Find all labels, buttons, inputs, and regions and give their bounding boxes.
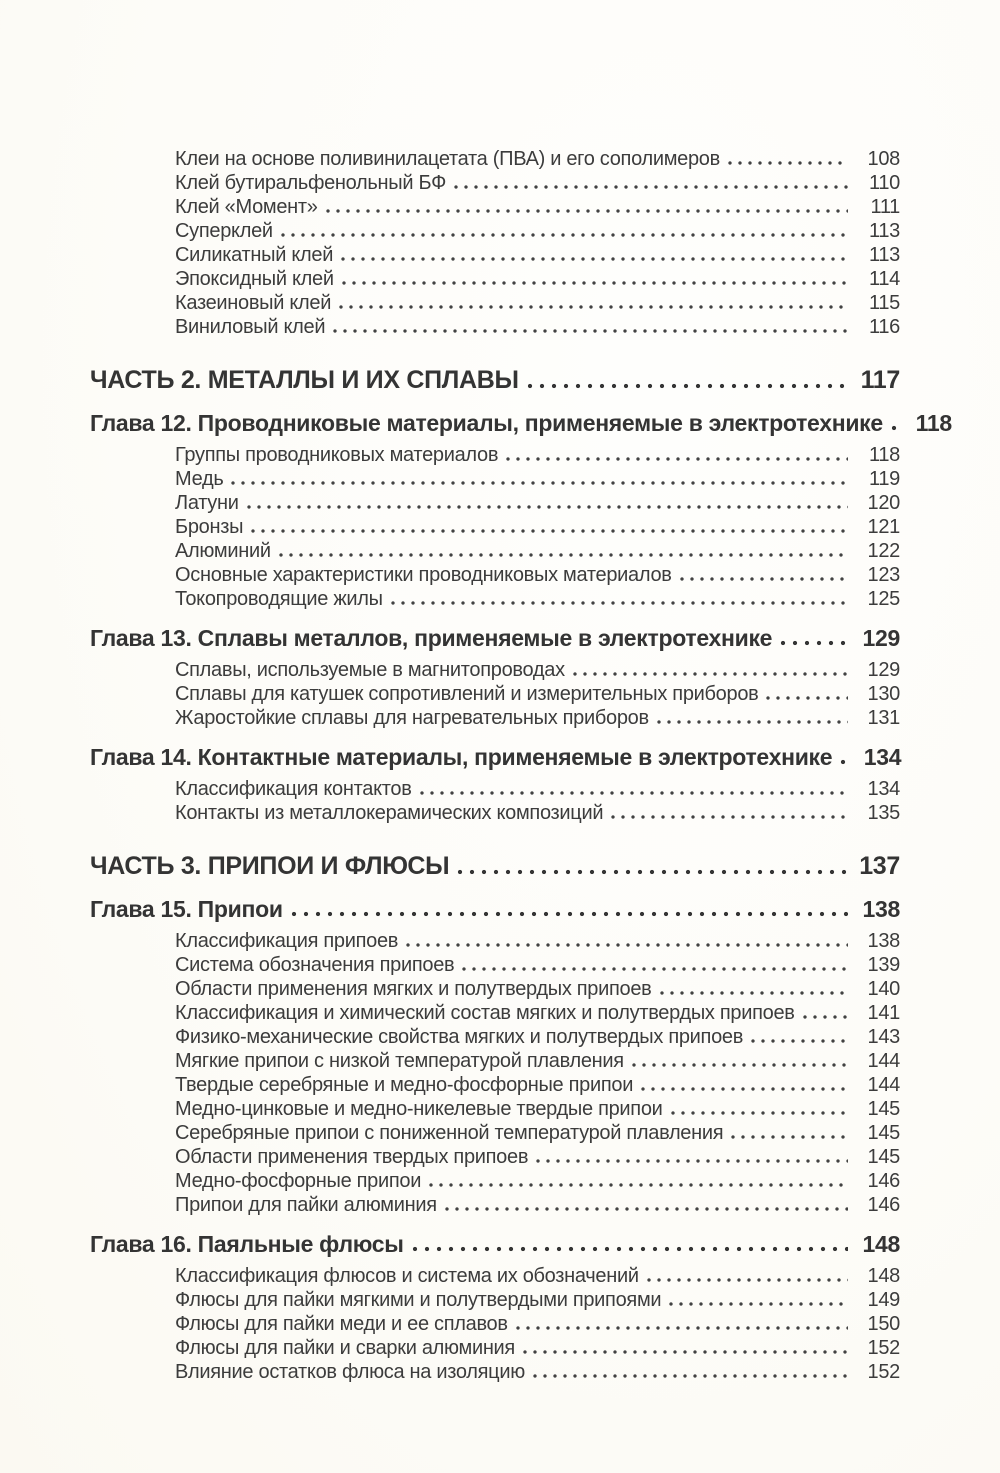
dot-leader: [513, 1312, 848, 1336]
dot-leader: [339, 267, 848, 291]
toc-entry-title: ЧАСТЬ 2. МЕТАЛЛЫ И ИХ СПЛАВЫ: [90, 366, 519, 394]
toc-entry-title: Области применения мягких и полутвердых припоев: [175, 978, 652, 1000]
dot-leader: [725, 147, 848, 171]
toc-entry-title: Флюсы для пайки и сварки алюминия: [175, 1337, 515, 1359]
toc-entry-page: 150: [867, 1313, 900, 1335]
toc-entry-page: 135: [867, 802, 900, 824]
dot-leader: [336, 291, 848, 315]
dot-leader: [837, 743, 849, 772]
toc-entry-title: Бронзы: [175, 516, 244, 538]
dot-leader: [763, 682, 848, 706]
toc-entry-sub: [90, 147, 900, 171]
toc-entry-title: ЧАСТЬ 3. ПРИПОИ И ФЛЮСЫ: [90, 852, 450, 880]
table-of-contents: [90, 147, 952, 1384]
toc-entry-title: Силикатный клей: [175, 244, 334, 266]
toc-entry-page: 148: [862, 1231, 900, 1257]
toc-entry-title: Физико-механические свойства мягких и полутвердых припоев: [175, 1026, 744, 1048]
toc-entry-page: 139: [867, 954, 900, 976]
toc-entry-sub: [90, 658, 900, 682]
dot-leader: [288, 895, 848, 924]
toc-entry-title: Группы проводниковых материалов: [175, 444, 499, 466]
toc-entry-page: 117: [860, 366, 900, 394]
toc-entry-page: 115: [869, 292, 900, 314]
dot-leader: [323, 195, 848, 219]
toc-entry-page: 134: [867, 778, 900, 800]
toc-entry-sub: [90, 587, 900, 611]
dot-leader: [459, 953, 848, 977]
toc-entry-sub: [90, 1025, 900, 1049]
toc-entry-title: Классификация контактов: [175, 778, 412, 800]
toc-entry-title: Области применения твердых припоев: [175, 1146, 529, 1168]
dot-leader: [533, 1145, 848, 1169]
toc-entry-page: 143: [867, 1026, 900, 1048]
toc-entry-sub: [90, 1121, 900, 1145]
dot-leader: [228, 467, 848, 491]
toc-entry-chapter: [90, 743, 900, 772]
toc-entry-page: 110: [869, 172, 900, 194]
toc-entry-sub: [90, 539, 900, 563]
toc-entry-title: Клей бутиральфенольный БФ: [175, 172, 447, 194]
toc-entry-sub: [90, 1193, 900, 1217]
toc-entry-title: Флюсы для пайки меди и ее сплавов: [175, 1313, 508, 1335]
dot-leader: [276, 539, 848, 563]
toc-entry-title: Основные характеристики проводниковых материалов: [175, 564, 672, 586]
toc-entry-sub: [90, 801, 900, 825]
toc-entry-page: 130: [867, 683, 900, 705]
toc-entry-chapter: [90, 624, 900, 653]
toc-entry-title: Клей «Момент»: [175, 196, 318, 218]
dot-leader: [728, 1121, 848, 1145]
toc-entry-page: 121: [867, 516, 900, 538]
toc-entry-title: Припои для пайки алюминия: [175, 1194, 437, 1216]
dot-leader: [629, 1049, 848, 1073]
toc-entry-chapter: [90, 409, 952, 438]
toc-entry-page: 111: [870, 196, 900, 218]
toc-entry-title: Классификация и химический состав мягких и полутвердых припоев: [175, 1002, 795, 1024]
toc-entry-title: Глава 13. Сплавы металлов, применяемые в электротехнике: [90, 625, 773, 651]
toc-entry-page: 145: [867, 1098, 900, 1120]
toc-entry-page: 129: [867, 659, 900, 681]
toc-entry-sub: [90, 1073, 900, 1097]
toc-entry-sub: [90, 1336, 900, 1360]
toc-entry-page: 119: [869, 468, 900, 490]
dot-leader: [426, 1169, 848, 1193]
toc-entry-page: 144: [867, 1074, 900, 1096]
toc-entry-sub: [90, 977, 900, 1001]
toc-entry-page: 145: [867, 1122, 900, 1144]
dot-leader: [454, 851, 848, 882]
toc-entry-sub: [90, 219, 900, 243]
toc-entry-sub: [90, 315, 900, 339]
toc-entry-title: Токопроводящие жилы: [175, 588, 383, 610]
toc-entry-page: 145: [867, 1146, 900, 1168]
dot-leader: [278, 219, 848, 243]
toc-entry-page: 146: [867, 1170, 900, 1192]
toc-entry-sub: [90, 929, 900, 953]
dot-leader: [800, 1001, 848, 1025]
toc-entry-page: 131: [867, 707, 900, 729]
dot-leader: [677, 563, 848, 587]
toc-entry-sub: [90, 195, 900, 219]
toc-entry-sub: [90, 1312, 900, 1336]
toc-entry-title: Суперклей: [175, 220, 273, 242]
toc-entry-sub: [90, 777, 900, 801]
dot-leader: [403, 929, 848, 953]
toc-entry-sub: [90, 1001, 900, 1025]
dot-leader: [338, 243, 848, 267]
toc-entry-page: 140: [867, 978, 900, 1000]
toc-entry-page: 125: [867, 588, 900, 610]
toc-entry-title: Медь: [175, 468, 224, 490]
toc-entry-sub: [90, 1169, 900, 1193]
toc-entry-sub: [90, 243, 900, 267]
toc-entry-page: 138: [862, 896, 900, 922]
toc-entry-page: 148: [867, 1265, 900, 1287]
toc-entry-page: 146: [867, 1194, 900, 1216]
dot-leader: [244, 491, 848, 515]
toc-entry-title: Система обозначения припоев: [175, 954, 455, 976]
dot-leader: [657, 977, 848, 1001]
toc-entry-title: Виниловый клей: [175, 316, 326, 338]
toc-entry-page: 120: [867, 492, 900, 514]
toc-entry-sub: [90, 467, 900, 491]
toc-entry-title: Контакты из металлокерамических композиций: [175, 802, 604, 824]
toc-entry-sub: [90, 1360, 900, 1384]
toc-entry-sub: [90, 1097, 900, 1121]
toc-entry-title: Глава 15. Припои: [90, 896, 283, 922]
toc-entry-page: 129: [862, 625, 900, 651]
toc-entry-page: 144: [867, 1050, 900, 1072]
toc-entry-title: Классификация припоев: [175, 930, 399, 952]
toc-entry-page: 134: [863, 744, 902, 770]
toc-entry-title: Твердые серебряные и медно-фосфорные припои: [175, 1074, 634, 1096]
toc-entry-title: Эпоксидный клей: [175, 268, 334, 290]
toc-entry-title: Жаростойкие сплавы для нагревательных приборов: [175, 707, 649, 729]
toc-entry-page: 149: [867, 1289, 900, 1311]
dot-leader: [748, 1025, 848, 1049]
toc-entry-page: 118: [869, 444, 900, 466]
toc-entry-title: Медно-цинковые и медно-никелевые твердые припои: [175, 1098, 663, 1120]
toc-entry-page: 114: [869, 268, 900, 290]
dot-leader: [644, 1264, 848, 1288]
toc-entry-sub: [90, 1264, 900, 1288]
dot-leader: [417, 777, 848, 801]
toc-entry-title: Сплавы, используемые в магнитопроводах: [175, 659, 565, 681]
toc-entry-title: Алюминий: [175, 540, 271, 562]
toc-entry-page: 116: [869, 316, 900, 338]
dot-leader: [248, 515, 848, 539]
toc-entry-title: Казеиновый клей: [175, 292, 332, 314]
toc-entry-title: Латуни: [175, 492, 239, 514]
dot-leader: [409, 1230, 848, 1259]
dot-leader: [888, 409, 900, 438]
toc-entry-page: 122: [867, 540, 900, 562]
toc-entry-page: 118: [915, 410, 952, 436]
dot-leader: [668, 1097, 848, 1121]
toc-entry-title: Флюсы для пайки мягкими и полутвердыми припоями: [175, 1289, 662, 1311]
toc-entry-title: Классификация флюсов и система их обозначений: [175, 1265, 639, 1287]
toc-entry-page: 113: [869, 244, 900, 266]
toc-entry-title: Сплавы для катушек сопротивлений и измерительных приборов: [175, 683, 759, 705]
dot-leader: [520, 1336, 848, 1360]
toc-entry-sub: [90, 706, 900, 730]
toc-entry-title: Глава 14. Контактные материалы, применяемые в электротехнике: [90, 744, 833, 770]
toc-entry-page: 108: [867, 148, 900, 170]
dot-leader: [654, 706, 848, 730]
dot-leader: [451, 171, 848, 195]
toc-entry-title: Серебряные припои с пониженной температурой плавления: [175, 1122, 724, 1144]
toc-entry-sub: [90, 491, 900, 515]
toc-entry-sub: [90, 953, 900, 977]
toc-entry-title: Глава 16. Паяльные флюсы: [90, 1231, 404, 1257]
toc-entry-title: Клеи на основе поливинилацетата (ПВА) и его сополимеров: [175, 148, 720, 170]
toc-entry-sub: [90, 1145, 900, 1169]
dot-leader: [638, 1073, 848, 1097]
toc-entry-sub: [90, 563, 900, 587]
dot-leader: [442, 1193, 848, 1217]
toc-entry-sub: [90, 1288, 900, 1312]
toc-entry-title: Влияние остатков флюса на изоляцию: [175, 1361, 525, 1383]
dot-leader: [666, 1288, 848, 1312]
toc-entry-chapter: [90, 895, 900, 924]
dot-leader: [503, 443, 848, 467]
toc-entry-title: Медно-фосфорные припои: [175, 1170, 422, 1192]
toc-entry-part: [90, 365, 900, 396]
toc-entry-page: 152: [867, 1361, 900, 1383]
toc-entry-sub: [90, 267, 900, 291]
toc-entry-page: 138: [867, 930, 900, 952]
dot-leader: [570, 658, 848, 682]
toc-entry-page: 141: [867, 1002, 900, 1024]
dot-leader: [524, 365, 848, 396]
toc-entry-page: 137: [859, 852, 900, 880]
toc-entry-page: 123: [867, 564, 900, 586]
dot-leader: [388, 587, 848, 611]
toc-entry-part: [90, 851, 900, 882]
dot-leader: [608, 801, 848, 825]
toc-entry-title: Мягкие припои с низкой температурой плавления: [175, 1050, 624, 1072]
dot-leader: [777, 624, 848, 653]
dot-leader: [530, 1360, 848, 1384]
toc-entry-sub: [90, 515, 900, 539]
toc-entry-sub: [90, 171, 900, 195]
toc-entry-title: Глава 12. Проводниковые материалы, применяемые в электротехнике: [90, 410, 883, 436]
toc-entry-sub: [90, 1049, 900, 1073]
toc-entry-sub: [90, 682, 900, 706]
toc-entry-chapter: [90, 1230, 900, 1259]
dot-leader: [330, 315, 848, 339]
toc-entry-page: 152: [867, 1337, 900, 1359]
toc-entry-page: 113: [869, 220, 900, 242]
toc-entry-sub: [90, 443, 900, 467]
toc-entry-sub: [90, 291, 900, 315]
